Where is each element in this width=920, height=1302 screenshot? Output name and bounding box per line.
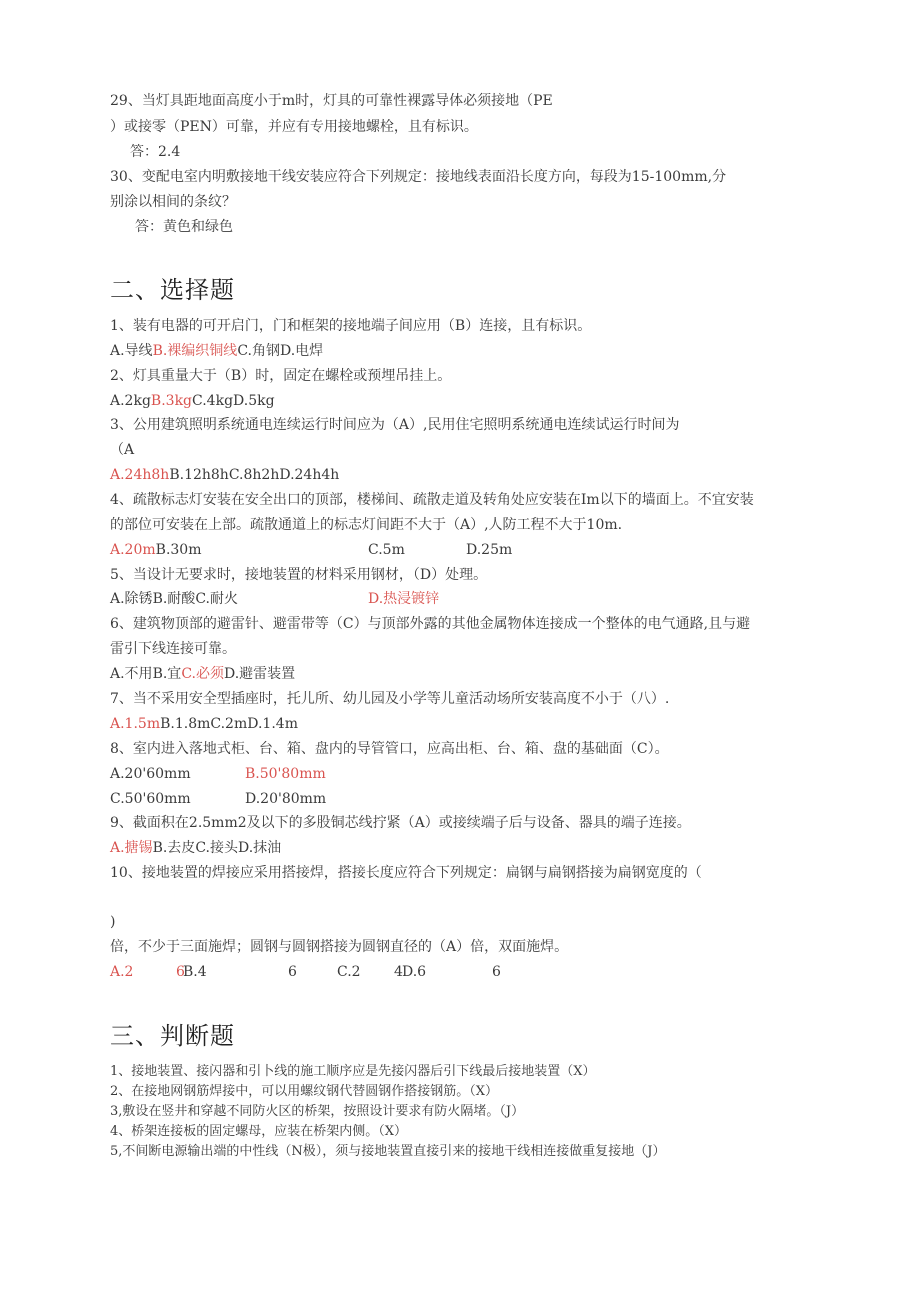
s2-q6-opt-c: C.必须	[181, 666, 224, 682]
s2-q6-options	[110, 665, 295, 683]
s2-q6-line2: 雷引下线连接可靠。	[110, 641, 236, 657]
q29-line1: 29、当灯具距地面高度小于m时，灯具的可靠性裸露导体必须接地（PE	[110, 93, 553, 109]
s2-q2-opt-c: C.4kg	[192, 393, 234, 409]
s2-q1-opt-b: B.裸编织铜线	[152, 343, 238, 359]
s2-q6-line1: 6、建筑物顶部的避雷针、避雷带等（C）与顶部外露的其他金属物体连接成一个整体的电气通路,且与避	[110, 616, 751, 632]
s2-q9-options	[110, 839, 281, 857]
s2-q3-line2: （A	[110, 442, 135, 458]
s2-q5-options	[110, 590, 238, 608]
s2-q7: 7、当不采用安全型插座时，托儿所、幼儿园及小学等儿童活动场所安装高度不小于（八）.	[110, 691, 670, 707]
s2-q1-opt-d: D.电焊	[279, 343, 324, 359]
q30-line1: 30、变配电室内明敷接地干线安装应符合下列规定：接地线表面沿长度方向，每段为15-100mm,分	[110, 169, 727, 185]
s2-q9-opt-c: C.接头	[195, 840, 238, 856]
s3-item-2: 2、在接地网钢筋焊接中，可以用螺纹钢代替圆钢作搭接钢筋。（X）	[110, 1084, 499, 1099]
s2-q1-options	[110, 342, 323, 360]
s2-q10-opt-b: B.4	[183, 964, 207, 980]
s2-q5-opt-a: A.除锈	[110, 591, 153, 607]
s2-q1-opt-c: C.角钢	[237, 343, 280, 359]
s2-q4-opt-a: A.20m	[110, 542, 156, 558]
s2-q9-opt-b: B.去皮	[152, 840, 196, 856]
s2-q5-opt-d: D.热浸镀锌	[368, 591, 440, 607]
s2-q10-opt-b-val: 6	[288, 964, 297, 980]
s2-q5: 5、当设计无要求时，接地装置的材料采用钢材，（D）处理。	[110, 567, 488, 583]
s2-q4-options	[110, 541, 201, 559]
q30-line2: 别涂以相间的条纹？	[110, 194, 236, 210]
s2-q8-opt-a: A.20'60mm	[110, 766, 191, 782]
s2-q7-opt-c: C.2m	[210, 716, 248, 732]
s2-q8-opt-d: D.20'80mm	[245, 791, 327, 807]
s2-q7-options	[110, 715, 298, 733]
s2-q4-opt-d: D.25m	[466, 542, 513, 558]
s2-q3-opt-c: C.8h2h	[228, 467, 280, 483]
s2-q3-line1: 3、公用建筑照明系统通电连续运行时间应为（A）,民用住宅照明系统通电连续试运行时间为	[110, 417, 680, 433]
s3-item-5: 5,不间断电源输出端的中性线（N极），须与接地装置直接引来的接地干线相连接做重复接地（J）	[110, 1144, 666, 1159]
s2-q10-line2: )	[110, 914, 116, 930]
s2-q2-opt-a: A.2kg	[110, 393, 151, 409]
s2-q4-line1: 4、疏散标志灯安装在安全出口的顶部，楼梯间、疏散走道及转角处应安装在Im以下的墙面上。不宜安装	[110, 492, 754, 508]
s2-q7-opt-a: A.1.5m	[110, 716, 161, 732]
s2-q3-options	[110, 466, 339, 484]
q29-answer: 答：2.4	[130, 144, 181, 160]
s2-q1-opt-a: A.导线	[110, 343, 153, 359]
s3-item-3: 3,敷设在竖井和穿越不同防火区的桥架，按照设计要求有防火隔堵。（J）	[110, 1104, 525, 1119]
s2-q3-opt-d: D.24h4h	[279, 467, 340, 483]
s2-q10-opt-c-val: 4	[394, 964, 403, 980]
s2-q8-opt-c: C.50'60mm	[110, 791, 191, 807]
q30-answer: 答：黄色和绿色	[135, 219, 233, 235]
s2-q10-opt-d: D.6	[402, 964, 427, 980]
s2-q10-opt-d-val: 6	[492, 964, 501, 980]
s2-q2-opt-b: B.3kg	[150, 393, 193, 409]
s2-q10-opt-c: C.2	[337, 964, 361, 980]
s2-q9-opt-d: D.抹油	[237, 840, 282, 856]
s2-q3-opt-a: A.24h8h	[110, 467, 170, 483]
s2-q5-opt-c: C.耐火	[195, 591, 238, 607]
s2-q6-opt-b: B.宜	[152, 666, 182, 682]
s2-q10-line3: 倍，不少于三面施焊；圆钢与圆钢搭接为圆钢直径的（A）倍，双面施焊。	[110, 939, 569, 955]
s2-q6-opt-a: A.不用	[110, 666, 153, 682]
s2-q1: 1、装有电器的可开启门，门和框架的接地端子间应用（B）连接，且有标识。	[110, 318, 592, 334]
section2-title: 二、选择题	[110, 276, 235, 304]
s2-q4-opt-c: C.5m	[368, 542, 405, 558]
section3-title: 三、判断题	[110, 1022, 235, 1050]
s2-q9-opt-a: A.搪锡	[110, 840, 153, 856]
s2-q4-line2: 的部位可安装在上部。疏散通道上的标志灯间距不大于（A）,人防工程不大于10m.	[110, 517, 623, 533]
s2-q2-options	[110, 392, 275, 410]
s2-q10-opt-a-val: 6	[176, 964, 185, 980]
s2-q3-opt-b: B.12h8h	[169, 467, 229, 483]
s2-q7-opt-d: D.1.4m	[247, 716, 298, 732]
s3-item-1: 1、接地装置、接闪器和引卜线的施工顺序应是先接闪器后引下线最后接地装置（X）	[110, 1064, 596, 1079]
s2-q5-opt-b: B.耐酸	[152, 591, 196, 607]
s2-q2: 2、灯具重量大于（B）时，固定在螺栓或预埋吊挂上。	[110, 368, 452, 384]
s2-q9: 9、截面积在2.5mm2及以下的多股铜芯线拧紧（A）或接续端子后与设备、器具的端子连接。	[110, 815, 691, 831]
s2-q4-opt-b: B.30m	[155, 542, 202, 558]
s2-q10-line1: 10、接地装置的焊接应采用搭接焊，搭接长度应符合下列规定：扁钢与扁钢搭接为扁钢宽度的（	[110, 865, 702, 881]
q29-line2: ）或接零（PEN）可靠，并应有专用接地螺栓，且有标识。	[110, 119, 478, 135]
s2-q8-opt-b: B.50'80mm	[245, 766, 326, 782]
s3-item-4: 4、桥架连接板的固定螺母，应装在桥架内侧。（X）	[110, 1124, 408, 1139]
s2-q6-opt-d: D.避雷装置	[223, 666, 296, 682]
s2-q8: 8、室内进入落地式柜、台、箱、盘内的导管管口，应高出柜、台、箱、盘的基础面（C）。	[110, 741, 669, 757]
s2-q7-opt-b: B.1.8m	[160, 716, 211, 732]
s2-q10-opt-a: A.2	[110, 964, 134, 980]
s2-q2-opt-d: D.5kg	[233, 393, 275, 409]
